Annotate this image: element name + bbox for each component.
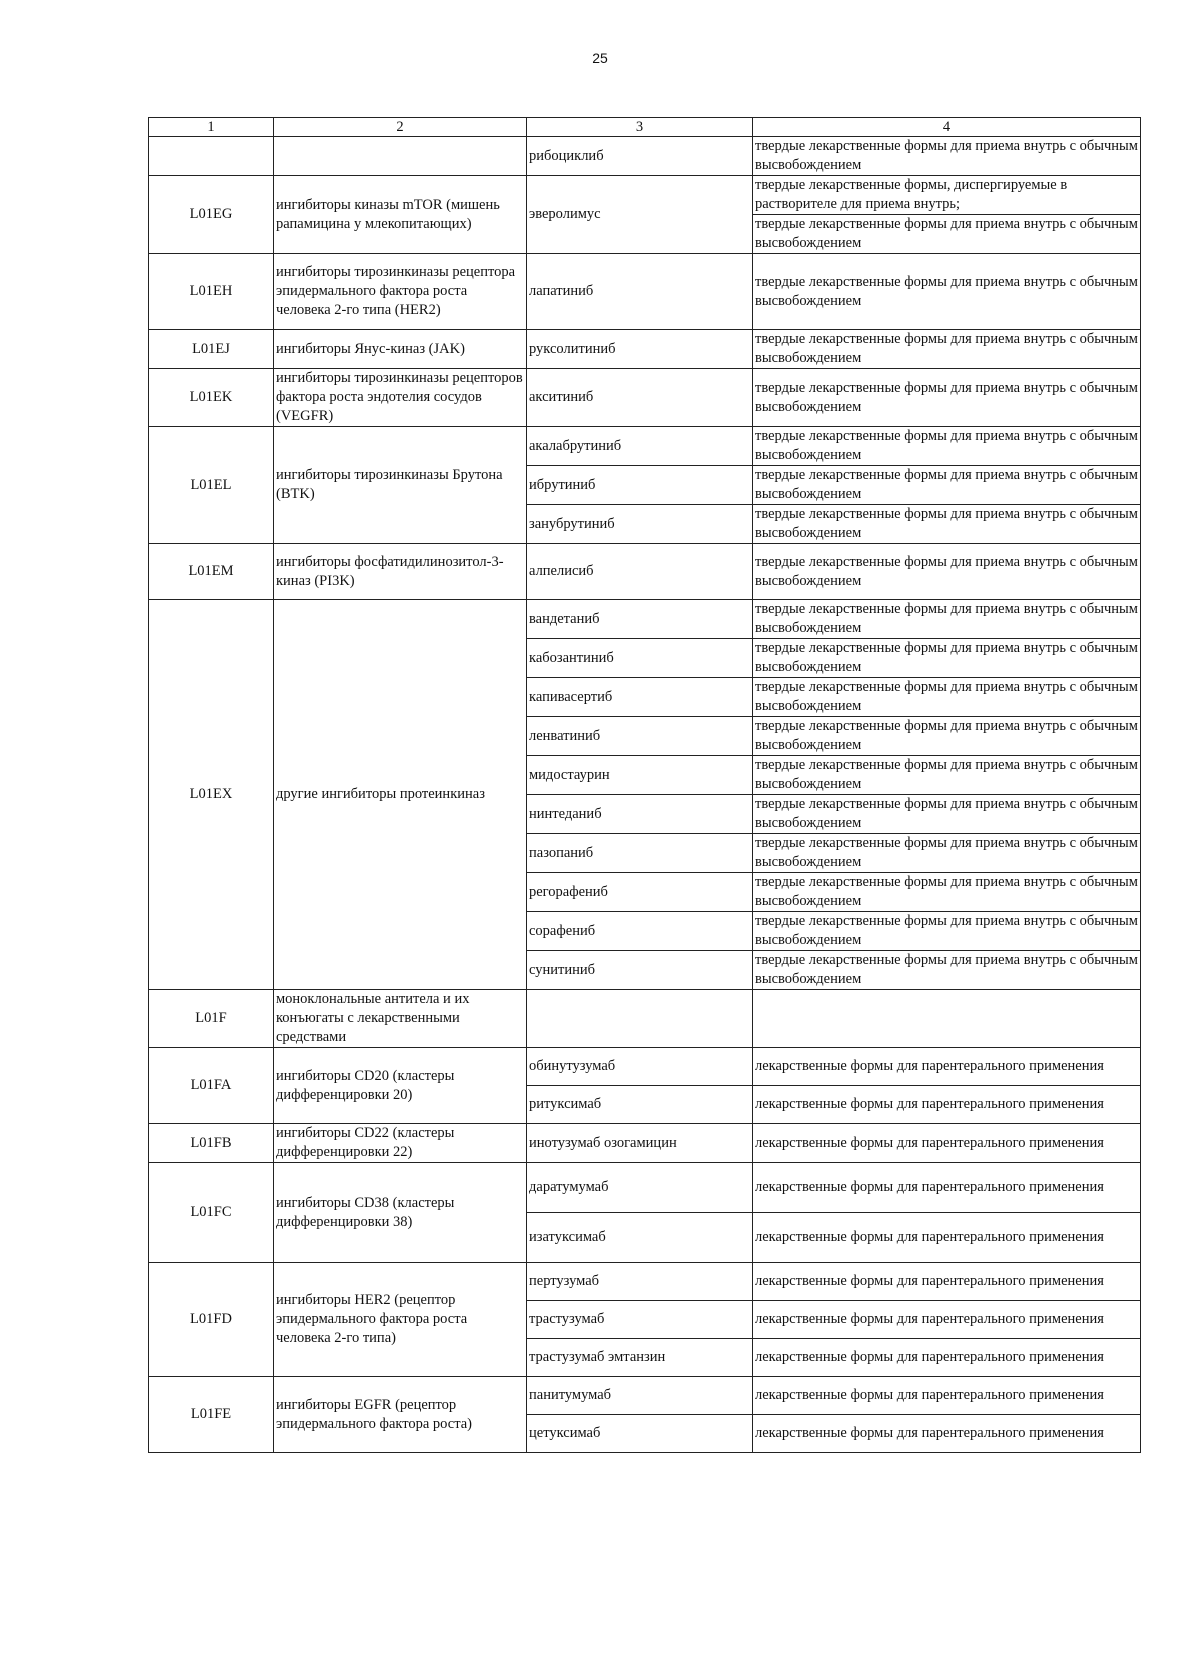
dosage-form-cell: твердые лекарственные формы для приема внутрь с обычным высвобождением (753, 505, 1141, 544)
dosage-form-cell: лекарственные формы для парентерального применения (753, 1415, 1141, 1453)
drug-name-cell: кабозантиниб (527, 639, 753, 678)
drug-name-cell: занубрутиниб (527, 505, 753, 544)
atc-code-cell: L01FD (149, 1263, 274, 1377)
atc-code-cell: L01FA (149, 1048, 274, 1124)
group-name-cell: ингибиторы фосфатидилинозитол-3-киназ (PI3K) (274, 544, 527, 600)
group-name-cell: ингибиторы Янус-киназ (JAK) (274, 330, 527, 369)
drug-name-cell: капивасертиб (527, 678, 753, 717)
dosage-form-cell: твердые лекарственные формы для приема внутрь с обычным высвобождением (753, 834, 1141, 873)
drug-name-cell: трастузумаб эмтанзин (527, 1339, 753, 1377)
table-row (149, 1263, 1141, 1301)
dosage-form-cell: лекарственные формы для парентерального применения (753, 1263, 1141, 1301)
dosage-form-cell: твердые лекарственные формы для приема внутрь с обычным высвобождением (753, 330, 1141, 369)
drug-name-cell (527, 990, 753, 1048)
drug-name-cell: сорафениб (527, 912, 753, 951)
drug-name-cell: даратумумаб (527, 1163, 753, 1213)
drug-name-cell: мидостаурин (527, 756, 753, 795)
atc-code-cell (149, 137, 274, 176)
drug-name-cell: ритуксимаб (527, 1086, 753, 1124)
table-row (149, 137, 1141, 176)
table-row (149, 1048, 1141, 1086)
drug-name-cell: эверолимус (527, 176, 753, 254)
dosage-form-cell: твердые лекарственные формы для приема внутрь с обычным высвобождением (753, 215, 1141, 254)
atc-code-cell: L01EX (149, 600, 274, 990)
dosage-form-cell: твердые лекарственные формы для приема внутрь с обычным высвобождением (753, 544, 1141, 600)
dosage-form-cell (753, 990, 1141, 1048)
group-name-cell: ингибиторы CD20 (кластеры дифференцировки 20) (274, 1048, 527, 1124)
dosage-form-cell: твердые лекарственные формы, диспергируемые в растворителе для приема внутрь; (753, 176, 1141, 215)
table-row (149, 1124, 1141, 1163)
table-row (149, 1377, 1141, 1415)
dosage-form-cell: лекарственные формы для парентерального применения (753, 1048, 1141, 1086)
drug-name-cell: вандетаниб (527, 600, 753, 639)
column-header-drug: 3 (527, 118, 753, 137)
dosage-form-cell: твердые лекарственные формы для приема внутрь с обычным высвобождением (753, 873, 1141, 912)
group-name-cell: ингибиторы тирозинкиназы рецепторов фактора роста эндотелия сосудов (VEGFR) (274, 369, 527, 427)
atc-code-cell: L01FB (149, 1124, 274, 1163)
drug-name-cell: нинтеданиб (527, 795, 753, 834)
atc-code-cell: L01EL (149, 427, 274, 544)
dosage-form-cell: твердые лекарственные формы для приема внутрь с обычным высвобождением (753, 600, 1141, 639)
drug-name-cell: изатуксимаб (527, 1213, 753, 1263)
dosage-form-cell: лекарственные формы для парентерального применения (753, 1163, 1141, 1213)
drug-table (148, 117, 1141, 1453)
drug-name-cell: акалабрутиниб (527, 427, 753, 466)
group-name-cell: ингибиторы HER2 (рецептор эпидермального фактора роста человека 2-го типа) (274, 1263, 527, 1377)
group-name-cell: моноклональные антитела и их конъюгаты с лекарственными средствами (274, 990, 527, 1048)
drug-name-cell: ибрутиниб (527, 466, 753, 505)
column-header-group: 2 (274, 118, 527, 137)
page-number: 25 (592, 50, 608, 66)
group-name-cell (274, 137, 527, 176)
group-name-cell: ингибиторы тирозинкиназы Брутона (BTK) (274, 427, 527, 544)
dosage-form-cell: лекарственные формы для парентерального применения (753, 1124, 1141, 1163)
group-name-cell: ингибиторы EGFR (рецептор эпидермального фактора роста) (274, 1377, 527, 1453)
dosage-form-cell: твердые лекарственные формы для приема внутрь с обычным высвобождением (753, 756, 1141, 795)
table-body (149, 137, 1141, 1453)
table-row (149, 369, 1141, 427)
dosage-form-cell: твердые лекарственные формы для приема внутрь с обычным высвобождением (753, 717, 1141, 756)
group-name-cell: ингибиторы CD38 (кластеры дифференцировки 38) (274, 1163, 527, 1263)
drug-name-cell: регорафениб (527, 873, 753, 912)
drug-name-cell: трастузумаб (527, 1301, 753, 1339)
dosage-form-cell: твердые лекарственные формы для приема внутрь с обычным высвобождением (753, 427, 1141, 466)
atc-code-cell: L01F (149, 990, 274, 1048)
drug-name-cell: обинутузумаб (527, 1048, 753, 1086)
table-header-row (149, 118, 1141, 137)
column-header-form: 4 (753, 118, 1141, 137)
table-row (149, 600, 1141, 639)
dosage-form-cell: лекарственные формы для парентерального применения (753, 1339, 1141, 1377)
dosage-form-cell: твердые лекарственные формы для приема внутрь с обычным высвобождением (753, 639, 1141, 678)
dosage-form-cell: твердые лекарственные формы для приема внутрь с обычным высвобождением (753, 254, 1141, 330)
table-row (149, 544, 1141, 600)
group-name-cell: ингибиторы CD22 (кластеры дифференцировки 22) (274, 1124, 527, 1163)
dosage-form-cell: лекарственные формы для парентерального применения (753, 1301, 1141, 1339)
drug-name-cell: алпелисиб (527, 544, 753, 600)
drug-name-cell: инотузумаб озогамицин (527, 1124, 753, 1163)
dosage-form-cell: лекарственные формы для парентерального применения (753, 1377, 1141, 1415)
group-name-cell: ингибиторы киназы mTOR (мишень рапамицина у млекопитающих) (274, 176, 527, 254)
atc-code-cell: L01FC (149, 1163, 274, 1263)
drug-name-cell: цетуксимаб (527, 1415, 753, 1453)
dosage-form-cell: твердые лекарственные формы для приема внутрь с обычным высвобождением (753, 369, 1141, 427)
dosage-form-cell: твердые лекарственные формы для приема внутрь с обычным высвобождением (753, 466, 1141, 505)
dosage-form-cell: лекарственные формы для парентерального применения (753, 1213, 1141, 1263)
drug-name-cell: панитумумаб (527, 1377, 753, 1415)
drug-name-cell: пертузумаб (527, 1263, 753, 1301)
table-row (149, 330, 1141, 369)
table-row (149, 254, 1141, 330)
group-name-cell: другие ингибиторы протеинкиназ (274, 600, 527, 990)
table-row (149, 1163, 1141, 1213)
table-row (149, 990, 1141, 1048)
dosage-form-cell: твердые лекарственные формы для приема внутрь с обычным высвобождением (753, 678, 1141, 717)
atc-code-cell: L01EG (149, 176, 274, 254)
dosage-form-cell: лекарственные формы для парентерального применения (753, 1086, 1141, 1124)
drug-name-cell: лапатиниб (527, 254, 753, 330)
table-row (149, 427, 1141, 466)
drug-name-cell: пазопаниб (527, 834, 753, 873)
table-row (149, 176, 1141, 215)
drug-name-cell: акситиниб (527, 369, 753, 427)
atc-code-cell: L01EK (149, 369, 274, 427)
dosage-form-cell: твердые лекарственные формы для приема внутрь с обычным высвобождением (753, 137, 1141, 176)
atc-code-cell: L01FE (149, 1377, 274, 1453)
dosage-form-cell: твердые лекарственные формы для приема внутрь с обычным высвобождением (753, 951, 1141, 990)
dosage-form-cell: твердые лекарственные формы для приема внутрь с обычным высвобождением (753, 795, 1141, 834)
drug-name-cell: рибоциклиб (527, 137, 753, 176)
drug-name-cell: ленватиниб (527, 717, 753, 756)
atc-code-cell: L01EH (149, 254, 274, 330)
dosage-form-cell: твердые лекарственные формы для приема внутрь с обычным высвобождением (753, 912, 1141, 951)
drug-name-cell: сунитиниб (527, 951, 753, 990)
group-name-cell: ингибиторы тирозинкиназы рецептора эпидермального фактора роста человека 2-го типа (HER2) (274, 254, 527, 330)
column-header-code: 1 (149, 118, 274, 137)
atc-code-cell: L01EM (149, 544, 274, 600)
drug-name-cell: руксолитиниб (527, 330, 753, 369)
atc-code-cell: L01EJ (149, 330, 274, 369)
